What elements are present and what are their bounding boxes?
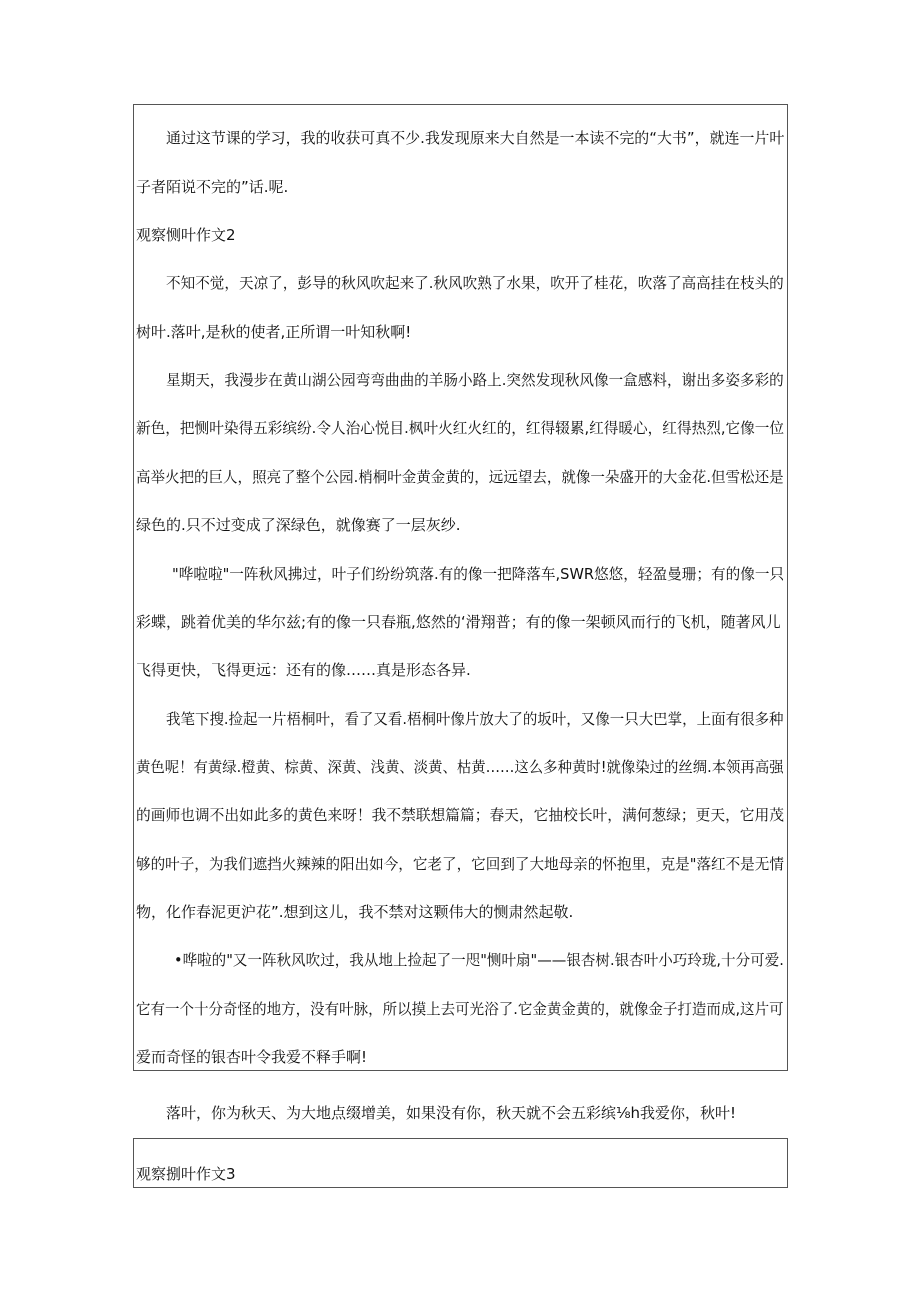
paragraph-line: 树叶.落叶,是秋的使者,正所谓一叶知秋啊! xyxy=(136,323,412,341)
paragraph-line: 够的叶子，为我们遮挡火辣辣的阳出如今，它老了，它回到了大地母亲的怀抱里，克是"落红不是无情 xyxy=(136,855,784,873)
paragraph-line: 黄色呢！有黄绿.橙黄、棕黄、深黄、浅黄、淡黄、枯黄……这么多种黄时!就像染过的丝绸.本领再高强 xyxy=(136,758,784,776)
paragraph-line: 高举火把的巨人，照亮了整个公园.梢桐叶金黄金黄的，远远望去，就像一朵盛开的大金花.但雪松还是 xyxy=(136,468,784,486)
section-heading-3: 观察捌叶作文3 xyxy=(136,1165,236,1183)
paragraph-line: 子者陌说不完的”话.呢. xyxy=(136,178,289,196)
paragraph-line: 我笔下搜.捡起一片梧桐叶，看了又看.梧桐叶像片放大了的坂叶，又像一只大巴掌，上面有很多种 xyxy=(166,710,784,728)
paragraph-line: 不知不觉，天凉了，彭导的秋风吹起来了.秋风吹熟了水果，吹开了桂花，吹落了高高挂在枝头的 xyxy=(166,274,784,292)
paragraph-line: 绿色的.只不过变成了深绿色，就像赛了一层灰纱. xyxy=(136,516,461,534)
paragraph-line: 的画师也调不出如此多的黄色来呀！我不禁联想篇篇；春天，它抽校长叶，满何葱绿；更天，它用茂 xyxy=(136,806,785,824)
paragraph-line: 爱而奇怪的银杏叶令我爱不释手啊! xyxy=(136,1048,368,1066)
paragraph-line: •哗啦的"又一阵秋风吹过，我从地上捡起了一咫"恻叶扇"——银杏树.银杏叶小巧玲珑,十分可爱. xyxy=(174,951,784,969)
section-heading-2: 观察恻叶作文2 xyxy=(136,226,236,244)
paragraph-line: 物，化作春泥更沪花”.想到这儿，我不禁对这颗伟大的恻肃然起敬. xyxy=(136,903,574,921)
paragraph-line: 通过这节课的学习，我的收获可真不少.我发现原来大自然是一本读不完的“大书”，就连一片叶 xyxy=(166,129,785,147)
paragraph-line: 星期天，我漫步在黄山湖公园弯弯曲曲的羊肠小路上.突然发现秋风像一盒感料，谢出多姿多彩的 xyxy=(166,371,784,389)
content-frame-main xyxy=(133,104,788,1071)
paragraph-line: 新色，把恻叶染得五彩缤纷.令人治心悦目.枫叶火红火红的，红得辍累,红得暖心，红得热烈,它像一位 xyxy=(136,419,785,437)
paragraph-line: 落叶，你为秋天、为大地点缀增美，如果没有你，秋天就不会五彩缤⅛h我爱你，秋叶! xyxy=(166,1104,737,1122)
paragraph-line: "哗啦啦"一阵秋风拂过，叶子们纷纷筑落.有的像一把降落车,SWR悠悠，轻盈曼珊；有的像一只 xyxy=(172,565,785,583)
paragraph-line: 彩蝶，跳着优美的华尔兹;有的像一只春瓶,悠然的‘滑翔普；有的像一架顿风而行的飞机，随著风儿 xyxy=(136,613,781,631)
paragraph-line: 飞得更快，飞得更远：还有的像……真是形态各异. xyxy=(136,661,471,679)
paragraph-line: 它有一个十分奇怪的地方，没有叶脉，所以摸上去可光浴了.它金黄金黄的，就像金子打造而成,这片可 xyxy=(136,1000,784,1018)
